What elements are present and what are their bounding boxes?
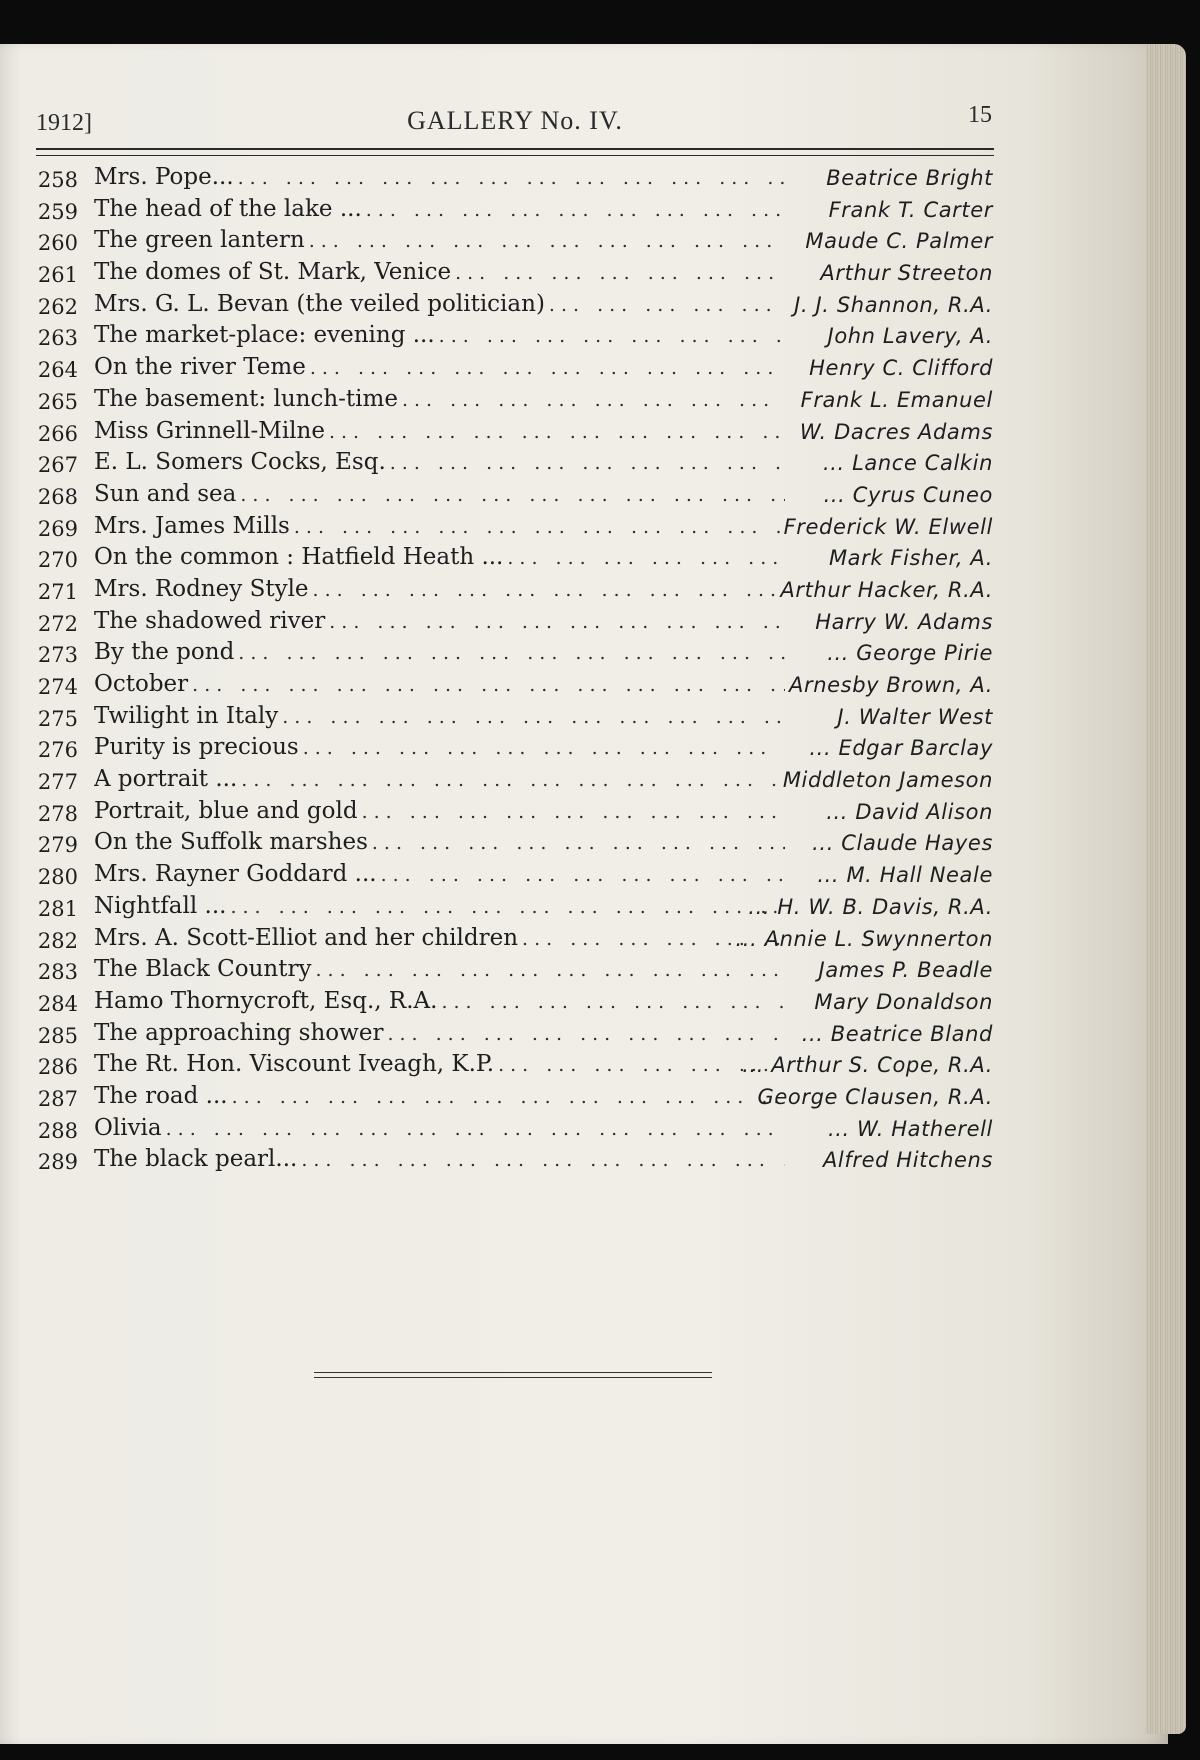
entry-number: 274 [37,675,78,699]
dot-leader [439,325,785,347]
entry-number: 289 [37,1150,78,1175]
entry-number: 261 [37,263,78,288]
entry-title-wrap [94,322,785,348]
entry-title: The market-place: evening ... [94,322,435,349]
entry-title-wrap [94,925,785,951]
entry-artist: Arthur Hacker, R.A. [780,577,993,602]
catalogue-entry [30,227,995,259]
entry-title: The black pearl... [94,1146,298,1173]
catalogue-entry [30,164,995,196]
entry-title: On the river Teme [94,354,306,381]
dot-leader [192,674,785,696]
entry-title: Miss Grinnell-Milne [94,417,325,444]
entry-artist: ... David Alison [826,799,993,824]
entry-title: October [94,671,189,697]
entry-title: The shadowed river [94,607,326,634]
entry-number: 259 [37,199,78,224]
entry-title-wrap [94,196,785,222]
entry-number: 265 [37,389,78,414]
entry-number: 277 [37,770,78,795]
entry-title-wrap [94,608,785,634]
entry-number: 272 [37,611,78,636]
entry-title: By the pond [94,639,235,666]
entry-title-wrap [94,1083,785,1109]
entry-title-wrap [94,227,785,253]
catalogue-entry [30,639,995,671]
entry-number: 267 [37,453,78,478]
entry-title: Purity is precious [94,734,299,761]
entry-number: 283 [37,960,78,985]
entry-title: The green lantern [94,227,305,254]
entry-number: 275 [37,706,78,731]
dot-leader [238,167,785,189]
catalogue-entry [30,1146,995,1178]
catalogue-entry [30,1083,995,1115]
dot-leader [362,801,785,823]
catalogue-entry [30,798,995,830]
entry-artist: ... Lance Calkin [823,451,993,476]
entry-number: 288 [37,1118,78,1143]
entry-title-wrap [94,766,785,792]
entry-artist: W. Dacres Adams [799,419,993,444]
catalogue-entry [30,196,995,228]
catalogue-entry [30,608,995,640]
catalogue-entry [30,259,995,291]
entry-title-wrap [94,576,785,602]
entry-title: The head of the lake ... [94,195,362,222]
entry-artist: Alfred Hitchens [822,1148,993,1173]
entry-title: A portrait ... [94,766,238,793]
entry-artist: ... George Pirie [827,641,993,666]
entry-title: Mrs. Pope... [94,164,234,190]
entry-title-wrap [94,354,785,380]
entry-title: Mrs. A. Scott-Elliot and her children [94,924,519,951]
entry-number: 270 [37,548,78,573]
entry-number: 279 [37,833,78,858]
entry-title: The Rt. Hon. Viscount Iveagh, K.P. [94,1051,495,1078]
entry-title-wrap [94,829,785,855]
dot-leader [301,1149,785,1171]
dot-leader [310,357,785,379]
entry-number: 258 [37,168,78,192]
entry-title-wrap [94,1146,785,1172]
entry-artist: George Clausen, R.A. [757,1084,993,1109]
catalogue-entry [30,1115,995,1147]
dot-leader [387,1023,785,1045]
catalogue-entry [30,291,995,323]
catalogue-entry [30,1051,995,1083]
entry-title: Twilight in Italy [94,702,279,729]
dot-leader [329,611,785,633]
entry-artist: J. Walter West [837,704,993,729]
catalogue-entry [30,322,995,354]
entry-number: 284 [37,991,78,1016]
entry-artist: Harry W. Adams [815,609,993,634]
entry-title: Hamo Thornycroft, Esq., R.A. [94,987,438,1014]
catalogue-entry [30,956,995,988]
entry-number: 271 [37,579,78,604]
entry-artist: ... Annie L. Swynnerton [735,926,993,951]
entry-artist: John Lavery, A. [827,324,993,349]
entry-number: 262 [37,294,78,319]
entry-title-wrap [94,671,785,697]
entry-title-wrap [94,703,785,729]
entry-title-wrap [94,861,785,887]
dot-leader [313,579,785,601]
catalogue-entry [30,1020,995,1052]
catalogue-entry [30,988,995,1020]
entry-artist: ... Beatrice Bland [801,1021,993,1046]
dot-leader [232,1086,785,1108]
entry-artist: ... Claude Hayes [812,831,993,856]
entry-artist: ... Arthur S. Cope, R.A. [742,1053,993,1078]
entry-number: 287 [37,1086,78,1111]
dot-leader [282,706,785,728]
entry-title-wrap [94,1115,785,1141]
entry-title: Olivia [94,1114,162,1141]
spine-shadow [0,44,20,1744]
dot-leader [329,421,785,443]
page-header [36,100,994,140]
dot-leader [507,547,785,569]
entry-title-wrap [94,386,785,412]
entry-title-wrap [94,259,785,285]
entry-artist: ... W. Hatherell [827,1116,993,1141]
catalogue-entry [30,386,995,418]
entry-title: The domes of St. Mark, Venice [94,259,452,286]
entry-artist: Maude C. Palmer [805,229,993,254]
catalogue-entry [30,513,995,545]
dot-leader [455,262,785,284]
entry-artist: Frank L. Emanuel [800,387,993,412]
entry-artist: ... Edgar Barclay [809,736,993,761]
dot-leader [441,991,785,1013]
entry-number: 285 [37,1023,78,1048]
dot-leader [294,516,785,538]
gallery-title: GALLERY No. IV. [407,106,623,135]
entry-title-wrap [94,639,785,665]
entry-artist: Middleton Jameson [782,768,993,793]
dot-leader [241,769,785,791]
entry-title: Mrs. Rayner Goddard ... [94,861,377,888]
dot-leader [303,737,785,759]
catalogue-list [30,164,995,1178]
entry-artist: ... Cyrus Cuneo [823,482,993,507]
entry-artist: Arnesby Brown, A. [789,673,993,697]
entry-title-wrap [94,1051,785,1077]
entry-title-wrap [94,544,785,570]
entry-number: 273 [37,643,78,668]
catalogue-entry [30,893,995,925]
catalogue-entry [30,481,995,513]
catalogue-entry [30,449,995,481]
entry-title: The approaching shower [94,1019,384,1046]
entry-title: Nightfall ... [94,892,227,919]
dot-leader [549,294,785,316]
entry-number: 276 [37,738,78,763]
dot-leader [166,1118,785,1140]
entry-title-wrap [94,291,785,317]
entry-title-wrap [94,164,785,190]
page-number: 15 [968,102,992,128]
dot-leader [230,896,785,918]
dot-leader [240,484,785,506]
catalogue-entry [30,861,995,893]
catalogue-entry [30,734,995,766]
entry-artist: Mary Donaldson [814,989,993,1014]
entry-number: 278 [37,801,78,826]
catalogue-entry [30,544,995,576]
entry-artist: ... M. Hall Neale [817,863,993,888]
entry-title: On the Suffolk marshes [94,829,368,856]
entry-artist: Arthur Streeton [820,261,993,286]
catalogue-entry [30,703,995,735]
end-rule [314,1372,712,1378]
entry-title: Mrs. James Mills [94,512,290,539]
entry-number: 260 [37,231,78,256]
entry-artist: Frederick W. Elwell [783,514,993,539]
entry-artist: ... H. W. B. Davis, R.A. [748,894,993,919]
entry-title-wrap [94,513,785,539]
dot-leader [381,864,785,886]
dot-leader [372,832,785,854]
entry-title-wrap [94,418,785,444]
entry-title: E. L. Somers Cocks, Esq. [94,449,386,476]
dot-leader [402,389,785,411]
dot-leader [315,959,785,981]
header-rule [36,148,994,156]
entry-artist: James P. Beadle [818,958,993,983]
entry-artist: Frank T. Carter [828,197,993,222]
catalogue-entry [30,354,995,386]
dot-leader [238,642,785,664]
entry-number: 266 [37,421,78,446]
entry-title: Mrs. Rodney Style [94,575,309,602]
catalogue-entry [30,671,995,703]
entry-title-wrap [94,798,785,824]
entry-number: 281 [37,896,78,921]
entry-title-wrap [94,449,785,475]
entry-title-wrap [94,893,785,919]
entry-number: 264 [37,358,78,383]
entry-title: On the common : Hatfield Heath ... [94,544,504,571]
header-year: 1912] [36,110,92,136]
entry-title: Portrait, blue and gold [94,797,358,824]
dot-leader [309,230,785,252]
entry-title: Mrs. G. L. Bevan (the veiled politician) [94,290,545,317]
entry-number: 280 [37,865,78,890]
page-edges [1146,44,1186,1734]
entry-title-wrap [94,988,785,1014]
entry-title: The basement: lunch-time [94,385,398,412]
entry-title-wrap [94,956,785,982]
entry-number: 268 [37,484,78,509]
entry-artist: Mark Fisher, A. [828,546,993,571]
entry-artist: Henry C. Clifford [809,356,993,381]
entry-title: The road ... [94,1082,228,1109]
entry-number: 263 [37,326,78,351]
catalogue-entry [30,418,995,450]
entry-artist: J. J. Shannon, R.A. [794,292,993,317]
dot-leader [366,199,785,221]
catalogue-entry [30,925,995,957]
entry-title-wrap [94,734,785,760]
entry-title-wrap [94,1020,785,1046]
entry-number: 282 [37,928,78,953]
catalogue-entry [30,766,995,798]
entry-number: 269 [37,516,78,541]
entry-number: 286 [37,1055,78,1080]
catalogue-entry [30,576,995,608]
catalogue-entry [30,829,995,861]
entry-title-wrap [94,481,785,507]
entry-title: The Black Country [94,956,312,983]
dot-leader [390,452,785,474]
entry-artist: Beatrice Bright [826,166,993,190]
entry-title: Sun and sea [94,480,237,507]
